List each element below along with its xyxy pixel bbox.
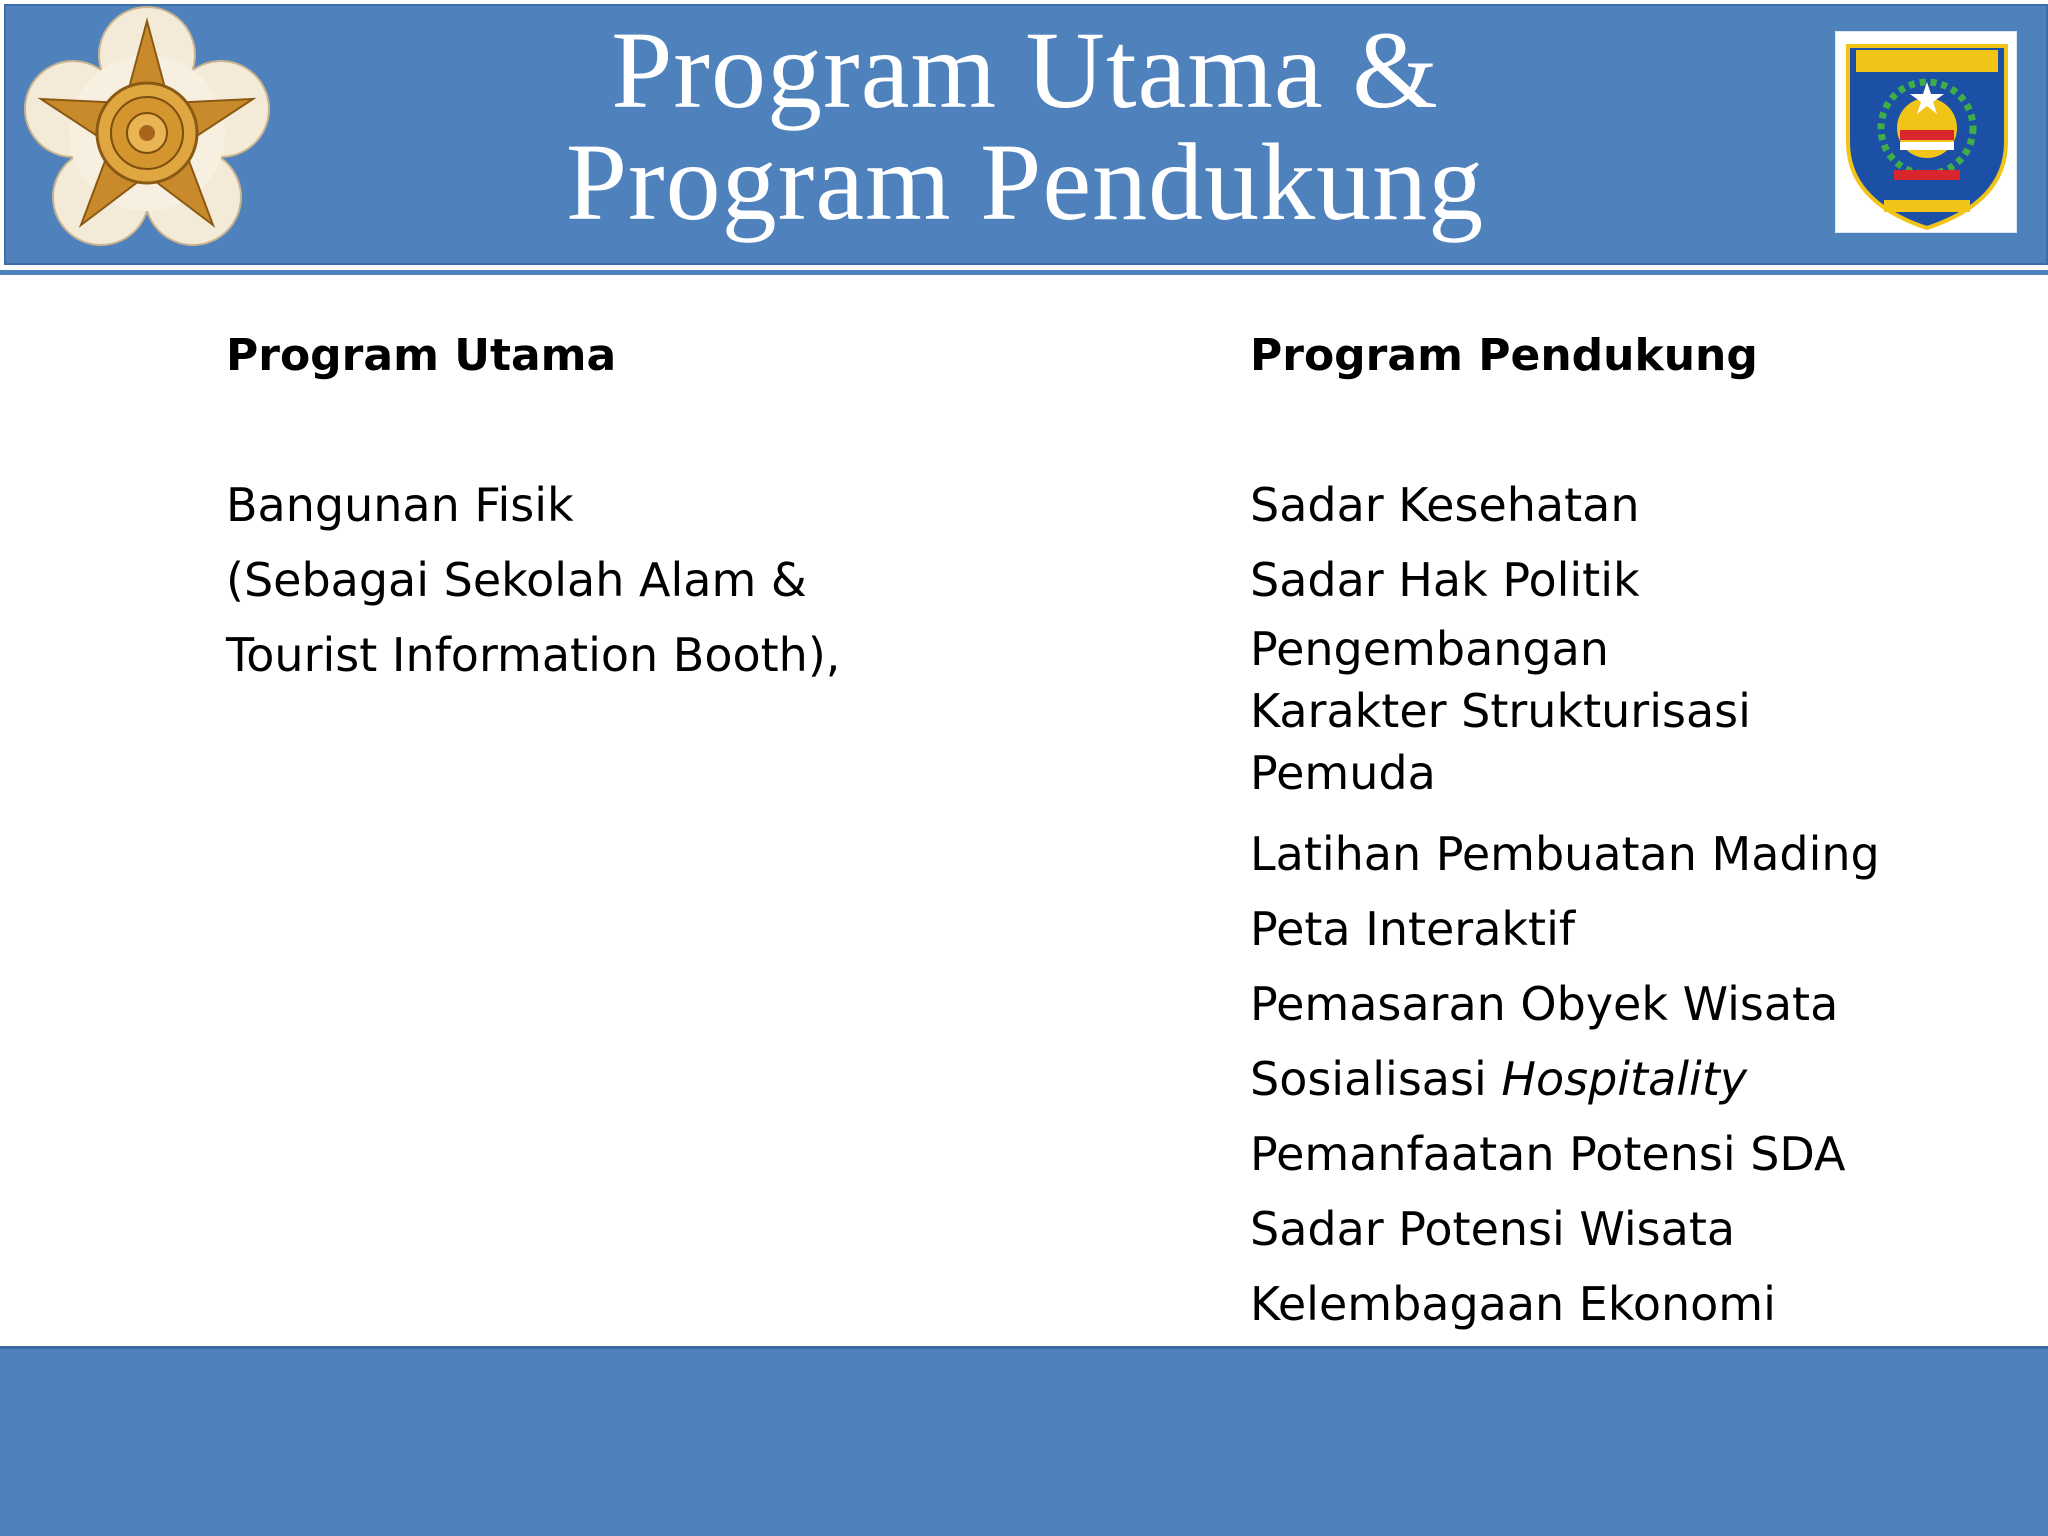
list-item: Bangunan Fisik	[226, 478, 574, 532]
list-item: Pengembangan Karakter Strukturisasi Pemuda	[1250, 622, 1751, 800]
list-item-text: Sosialisasi	[1250, 1052, 1487, 1106]
list-item: Sadar Kesehatan	[1250, 478, 1640, 532]
list-item: Kelembagaan Ekonomi	[1250, 1277, 1776, 1331]
list-item: Pemanfaatan Potensi SDA	[1250, 1127, 1846, 1181]
program-pendukung-column	[1250, 328, 2030, 1342]
slide-title-line-2: Program Pendukung	[565, 121, 1485, 243]
program-pendukung-heading: Program Pendukung	[1250, 330, 1758, 381]
list-item: Tourist Information Booth),	[226, 628, 841, 682]
regency-crest-logo	[1835, 31, 2017, 233]
slide-title	[500, 9, 1550, 243]
list-item: (Sebagai Sekolah Alam &	[226, 553, 807, 607]
slide-title-line-1: Program Utama &	[611, 9, 1439, 131]
title-divider	[0, 270, 2048, 275]
list-item	[1250, 1042, 2030, 1117]
program-pendukung-list	[1250, 468, 2030, 1342]
program-utama-list	[226, 468, 1026, 693]
hospitality-italic: Hospitality	[1501, 1052, 1748, 1106]
program-utama-heading: Program Utama	[226, 330, 617, 381]
list-item: Sadar Potensi Wisata	[1250, 1202, 1736, 1256]
list-item: Pemasaran Obyek Wisata	[1250, 977, 1839, 1031]
regency-crest-icon	[1836, 32, 2018, 234]
list-item: Latihan Pembuatan Mading	[1250, 827, 1880, 881]
program-utama-column	[226, 328, 1026, 693]
list-item: Sadar Hak Politik	[1250, 553, 1640, 607]
university-emblem-icon	[20, 4, 275, 262]
list-item: Peta Interaktif	[1250, 902, 1576, 956]
footer-band	[0, 1346, 2048, 1536]
